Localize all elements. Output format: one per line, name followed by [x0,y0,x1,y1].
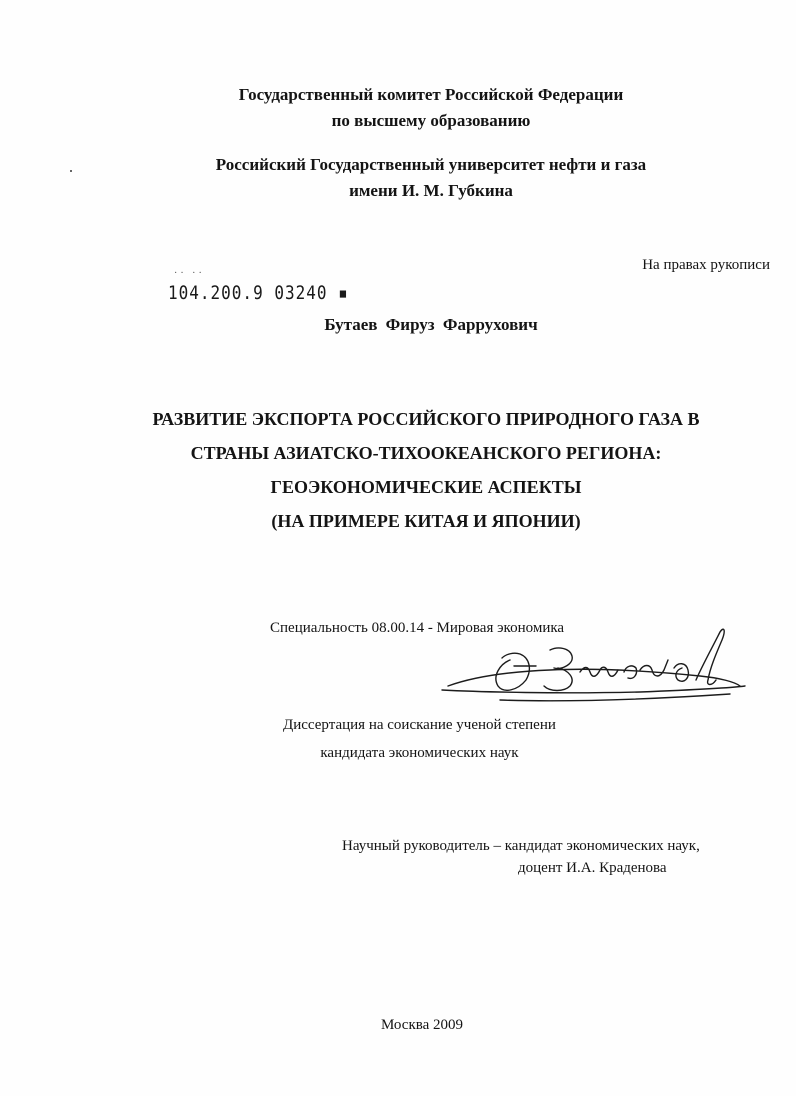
university-line-2: имени И. М. Губкина [349,181,513,200]
stamp-number-text: 104.200.9 03240 [168,281,328,304]
dissertation-title [28,402,796,538]
title-line-4: (НА ПРИМЕРЕ КИТАЯ И ЯПОНИИ) [271,511,581,531]
university-line-1: Российский Государственный университет нефти и газа [215,155,647,174]
title-line-1: РАЗВИТИЕ ЭКСПОРТА РОССИЙСКОГО ПРИРОДНОГО ГАЗА В [152,409,700,429]
university-header [33,152,796,204]
stamp-marks: ·· ·· [174,268,205,279]
committee-line-2: по высшему образованию [331,111,531,130]
stamp-dash: ▪ [327,281,349,304]
title-line-2: СТРАНЫ АЗИАТСКО-ТИХООКЕАНСКОГО РЕГИОНА: [190,443,662,463]
degree-line-2: кандидата экономических наук [320,745,519,761]
advisor-line-1: Научный руководитель – кандидат экономических наук, [342,838,700,854]
rights-notice: На правах рукописи [642,257,770,273]
title-line-3: ГЕОЭКОНОМИЧЕСКИЕ АСПЕКТЫ [270,477,582,497]
degree-line-1: Диссертация на соискание ученой степени [283,717,556,733]
library-stamp-number [168,282,349,304]
author-name: Бутаев Фируз Фаррухович [324,315,538,334]
committee-header [33,82,796,134]
dissertation-degree [283,711,556,767]
committee-line-1: Государственный комитет Российской Федерации [238,85,624,104]
handwritten-signature [440,620,750,710]
scientific-advisor [342,835,700,879]
city-year: Москва 2009 [380,1017,464,1033]
specialty-line: Специальность 08.00.14 - Мировая экономика [270,620,565,636]
advisor-line-2: доцент И.А. Краденова [518,860,667,876]
